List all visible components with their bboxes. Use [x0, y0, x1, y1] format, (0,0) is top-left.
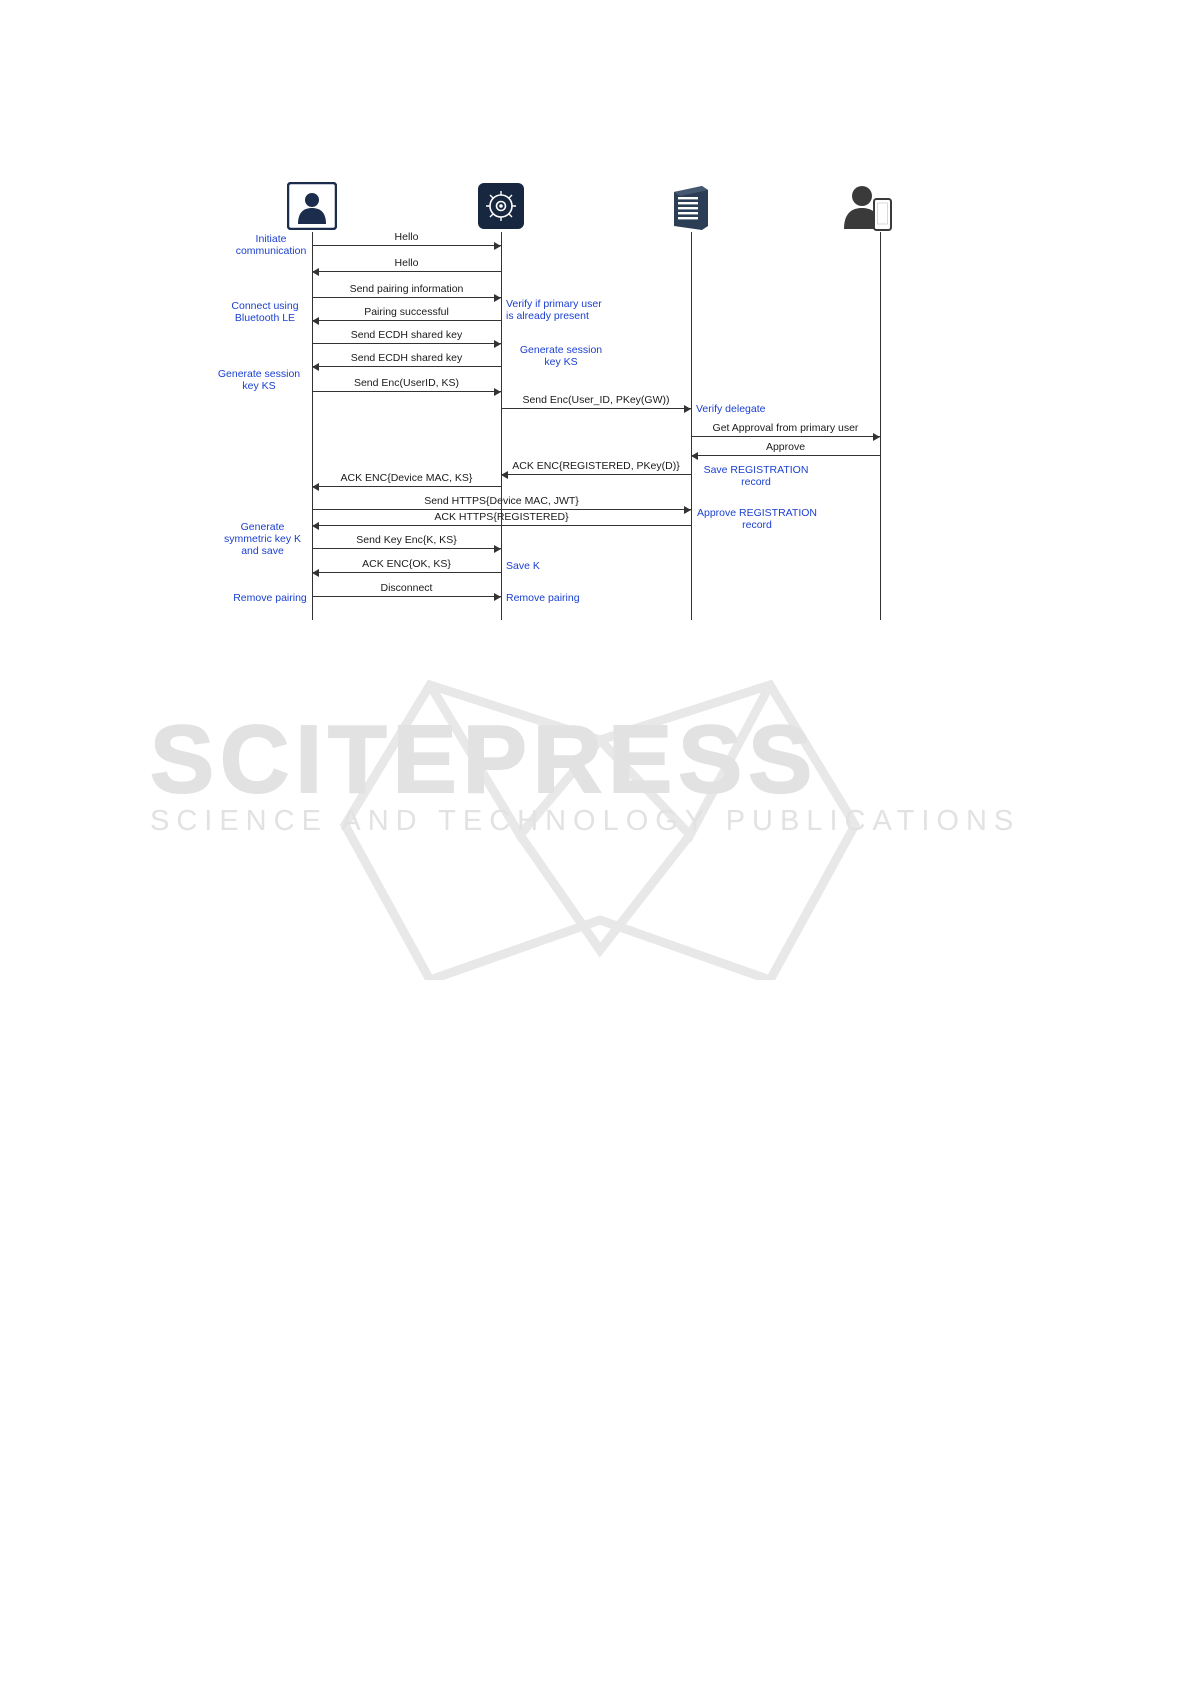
- message-label: ACK ENC{REGISTERED, PKey(D)}: [512, 460, 680, 472]
- note-verify-primary: Verify if primary user is already present: [506, 298, 602, 323]
- note-connect-ble: Connect using Bluetooth LE: [231, 300, 299, 325]
- note-remove-pairing-device: Remove pairing: [506, 592, 580, 604]
- message-arrow: [312, 572, 501, 573]
- person-with-phone-icon: [840, 183, 896, 231]
- message-arrow: [312, 366, 501, 367]
- message-arrow: [312, 509, 691, 510]
- note-verify-delegate: Verify delegate: [696, 403, 766, 415]
- message-label: Send HTTPS{Device MAC, JWT}: [424, 495, 579, 507]
- message-arrow: [501, 408, 691, 409]
- message-arrow: [312, 297, 501, 298]
- actor-primary-user: [840, 183, 896, 236]
- message-label: Send pairing information: [349, 283, 464, 295]
- iot-device-chip-icon: [478, 183, 524, 229]
- message-arrow: [312, 548, 501, 549]
- user-silhouette-icon: [287, 182, 337, 230]
- message-label: ACK ENC{Device MAC, KS}: [340, 472, 473, 484]
- message-label: Disconnect: [380, 582, 433, 594]
- message-arrow: [312, 320, 501, 321]
- message-arrow: [691, 455, 880, 456]
- note-gen-key-device: Generate session key KS: [519, 344, 603, 369]
- sequence-diagram: [0, 0, 1191, 700]
- watermark-sub-text: SCIENCE AND TECHNOLOGY PUBLICATIONS: [150, 805, 1021, 837]
- note-approve-registration: Approve REGISTRATION record: [696, 507, 817, 532]
- actor-gateway: [672, 184, 710, 237]
- message-label: ACK ENC{OK, KS}: [362, 558, 451, 570]
- actor-user: [287, 182, 337, 235]
- watermark-main-text: SCITEPRESS: [150, 706, 819, 813]
- message-arrow: [691, 436, 880, 437]
- message-arrow: [501, 474, 691, 475]
- message-arrow: [312, 245, 501, 246]
- note-save-k: Save K: [506, 560, 540, 572]
- message-label: Send ECDH shared key: [350, 329, 463, 341]
- message-label: Send ECDH shared key: [350, 352, 463, 364]
- note-remove-pairing-user: Remove pairing: [233, 592, 307, 604]
- message-label: Send Enc(UserID, KS): [353, 377, 460, 389]
- note-gen-key-user: Generate session key KS: [217, 368, 301, 393]
- message-label: Send Key Enc{K, KS}: [356, 534, 457, 546]
- message-label: Get Approval from primary user: [712, 422, 859, 434]
- actor-device: [478, 183, 524, 234]
- message-arrow: [312, 343, 501, 344]
- message-label: ACK HTTPS{REGISTERED}: [434, 511, 569, 523]
- message-arrow: [312, 486, 501, 487]
- message-label: Hello: [394, 257, 419, 269]
- message-arrow: [312, 525, 691, 526]
- note-initiate: Initiate communication: [235, 233, 307, 258]
- message-arrow: [312, 271, 501, 272]
- note-save-registration: Save REGISTRATION record: [703, 464, 809, 489]
- message-label: Send Enc(User_ID, PKey(GW)): [522, 394, 670, 406]
- lifeline-device: [501, 232, 502, 620]
- lifeline-primary: [880, 232, 881, 620]
- message-arrow: [312, 596, 501, 597]
- message-label: Approve: [765, 441, 806, 453]
- server-rack-icon: [672, 184, 710, 232]
- message-label: Pairing successful: [364, 306, 449, 318]
- message-label: Hello: [394, 231, 419, 243]
- message-arrow: [312, 391, 501, 392]
- note-gen-sym-key: Generate symmetric key K and save: [223, 521, 301, 558]
